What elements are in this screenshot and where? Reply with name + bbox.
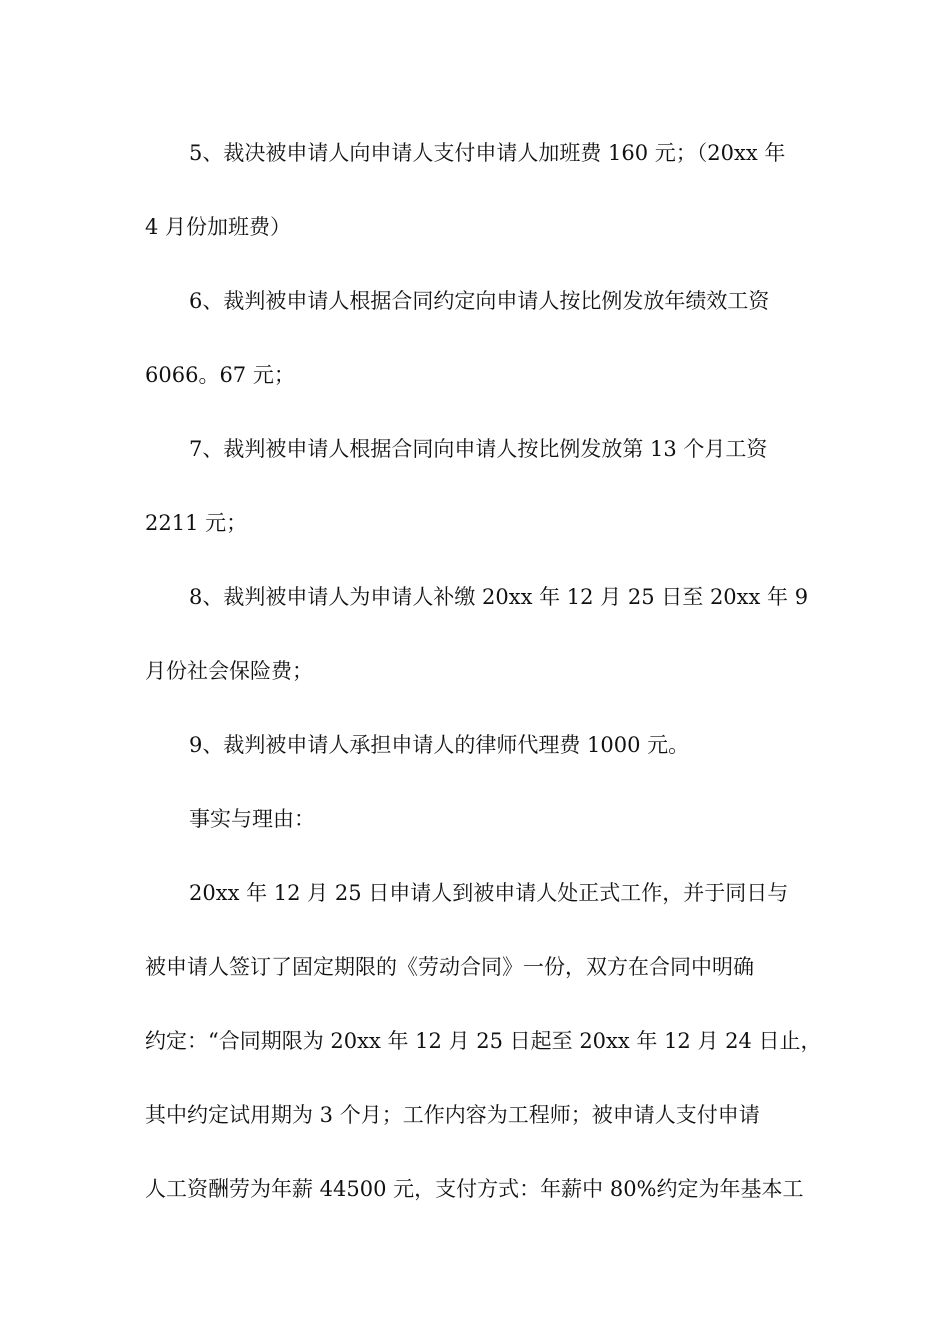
text-line: 5、裁决被申请人向申请人支付申请人加班费 160 元；（20xx 年 bbox=[189, 141, 786, 165]
text-line: 4 月份加班费） bbox=[145, 215, 292, 239]
text-line: 人工资酬劳为年薪 44500 元，支付方式：年薪中 80%约定为年基本工 bbox=[145, 1177, 804, 1201]
section-heading: 事实与理由： bbox=[189, 807, 315, 831]
document-text bbox=[145, 129, 822, 1213]
text-line: 被申请人签订了固定期限的《劳动合同》一份，双方在合同中明确 bbox=[145, 955, 754, 979]
text-line: 7、裁判被申请人根据合同向申请人按比例发放第 13 个月工资 bbox=[189, 437, 768, 461]
text-line: 约定：“合同期限为 20xx 年 12 月 25 日起至 20xx 年 12 月 24 日止， bbox=[145, 1029, 822, 1053]
text-line: 2211 元； bbox=[145, 511, 248, 535]
text-line: 月份社会保险费； bbox=[145, 659, 313, 683]
text-line: 8、裁判被申请人为申请人补缴 20xx 年 12 月 25 日至 20xx 年 9 bbox=[189, 585, 809, 609]
text-line: 6066。67 元； bbox=[145, 363, 295, 387]
document-body bbox=[145, 129, 822, 1239]
text-line: 其中约定试用期为 3 个月；工作内容为工程师；被申请人支付申请 bbox=[145, 1103, 760, 1127]
text-line: 6、裁判被申请人根据合同约定向申请人按比例发放年绩效工资 bbox=[189, 289, 770, 313]
text-line: 20xx 年 12 月 25 日申请人到被申请人处正式工作，并于同日与 bbox=[189, 881, 789, 905]
text-line: 9、裁判被申请人承担申请人的律师代理费 1000 元。 bbox=[189, 733, 690, 757]
